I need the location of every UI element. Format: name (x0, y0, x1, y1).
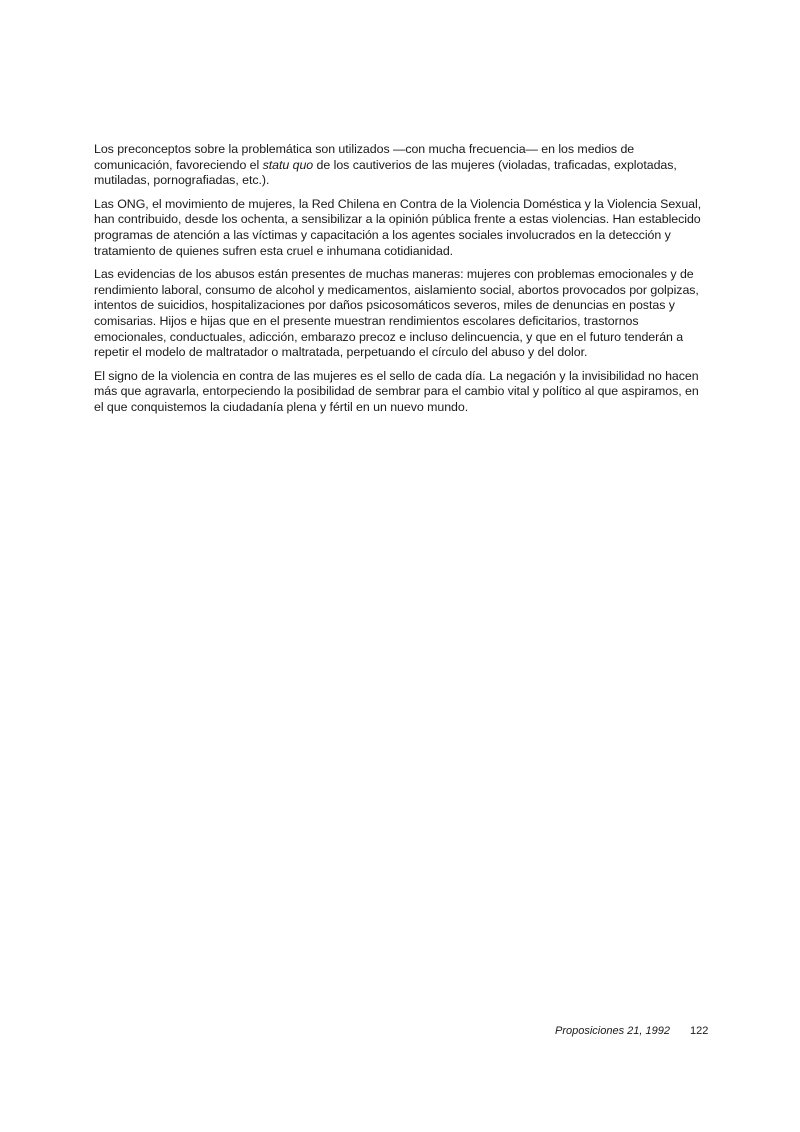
journal-citation: Proposiciones 21, 1992 (555, 1025, 670, 1037)
paragraph-1-text-end: de los cautiverios de las mujeres (violadas, traficadas, explotadas, mutiladas, pornografiadas, etc.). (94, 157, 677, 188)
paragraph-1-text-start: Los preconceptos sobre la problemática son utilizados —con mucha frecuencia— en los medios de comunicación, favoreciendo el (94, 142, 635, 172)
body-text (94, 142, 710, 424)
paragraph-2: Las ONG, el movimiento de mujeres, la Red Chilena en Contra de la Violencia Doméstica y la Violencia Sexual, han contribuido, desde los ochenta, a sensibilizar a la opinión pública frente a estas violencias. Han establecido programas de atención a las víctimas y capacitación a los agentes sociales involucrados en la detección y tratamiento de quienes sufren esta cruel e inhumana cotidianidad. (94, 196, 702, 258)
page-number: 122 (690, 1025, 709, 1037)
paragraph-4: El signo de la violencia en contra de las mujeres es el sello de cada día. La negación y la invisibilidad no hacen más que agravarla, entorpeciendo la posibilidad de sembrar para el cambio vital y político al que aspiramos, en el que conquistemos la ciudadanía plena y fértil en un nuevo mundo. (94, 368, 699, 414)
paragraph-1-italic-term: statu quo (262, 157, 314, 172)
paragraph-1 (94, 142, 710, 189)
paragraph-3: Las evidencias de los abusos están presentes de muchas maneras: mujeres con problemas emocionales y de rendimiento laboral, consumo de alcohol y medicamentos, aislamiento social, abortos provocados por golpizas, intentos de suicidios, hospitalizaciones por daños psicosomáticos severos, miles de denuncias en postas y comisarias. Hijos e hijas que en el presente muestran rendimientos escolares deficitarios, trastornos emocionales, conductuales, adicción, embarazo precoz e incluso delincuencia, y que en el futuro tenderán a repetir el modelo de maltratador o maltratada, perpetuando el círculo del abuso y del dolor. (94, 267, 699, 360)
